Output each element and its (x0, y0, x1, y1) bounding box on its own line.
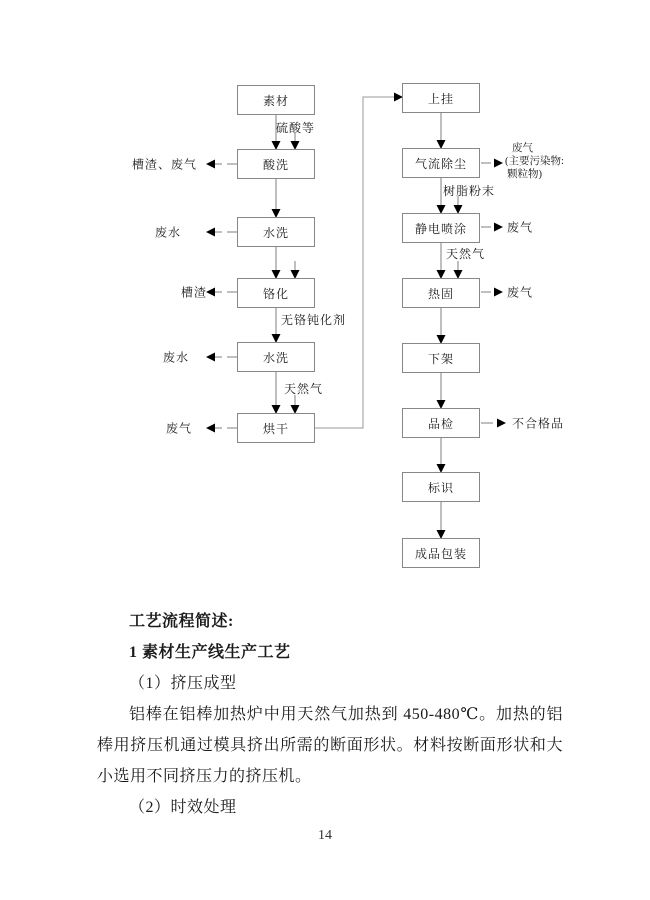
input-label-natural-gas-cure: 天然气 (446, 247, 486, 261)
output-label-slag: 槽渣 (181, 285, 208, 300)
flow-node-water-wash-2: 水洗 (237, 342, 315, 372)
output-label-waste-gas-dust (505, 142, 564, 181)
flow-node-drying: 烘干 (237, 413, 315, 443)
flow-node-acid-wash: 酸洗 (237, 149, 315, 179)
flow-node-quality-check: 品检 (402, 408, 480, 438)
flow-node-electrostatic-spray: 静电喷涂 (402, 213, 480, 243)
output-label-waste-gas-dust-line1: 废气 (512, 143, 533, 154)
output-label-waste-gas-spray: 废气 (507, 220, 534, 235)
section-title: 1 素材生产线生产工艺 (129, 644, 291, 661)
process-summary-heading: 工艺流程简述: (129, 613, 234, 630)
paragraph-extrusion: 铝棒在铝棒加热炉中用天然气加热到 450-480℃。加热的铝棒用挤压机通过模具挤出所需的断面形状。材料按断面形状和大小选用不同挤压力的挤压机。 (97, 706, 563, 785)
input-label-passivator: 无铬钝化剂 (281, 313, 347, 327)
body-text (97, 606, 563, 823)
flow-node-take-down: 下架 (402, 343, 480, 373)
flow-node-marking: 标识 (402, 472, 480, 502)
output-label-defective: 不合格品 (512, 416, 565, 431)
flow-node-packaging: 成品包装 (402, 538, 480, 568)
flow-node-airflow-dedust: 气流除尘 (402, 148, 480, 178)
flow-node-chromating: 铬化 (237, 278, 315, 308)
flow-node-raw-material: 素材 (237, 85, 315, 115)
output-label-waste-water-1: 废水 (155, 225, 182, 240)
list-item-aging: （2）时效处理 (129, 799, 237, 816)
list-item-extrusion: （1）挤压成型 (129, 675, 237, 692)
output-label-waste-gas-cure: 废气 (507, 285, 534, 300)
flow-node-water-wash-1: 水洗 (237, 217, 315, 247)
output-label-waste-water-2: 废水 (163, 350, 190, 365)
output-label-waste-gas-dust-line2: (主要污染物: (505, 156, 564, 167)
output-label-waste-gas-dust-line3: 颗粒物) (507, 169, 542, 180)
input-label-sulfuric-acid: 硫酸等 (276, 121, 316, 135)
output-label-waste-gas-dry: 废气 (166, 421, 193, 436)
page-number: 14 (318, 828, 332, 843)
input-label-resin-powder: 树脂粉末 (443, 184, 496, 198)
input-label-natural-gas-dry: 天然气 (284, 382, 324, 396)
output-label-slag-waste-gas: 槽渣、废气 (132, 157, 198, 172)
flow-node-heat-cure: 热固 (402, 278, 480, 308)
flow-node-hang-up: 上挂 (402, 83, 480, 113)
